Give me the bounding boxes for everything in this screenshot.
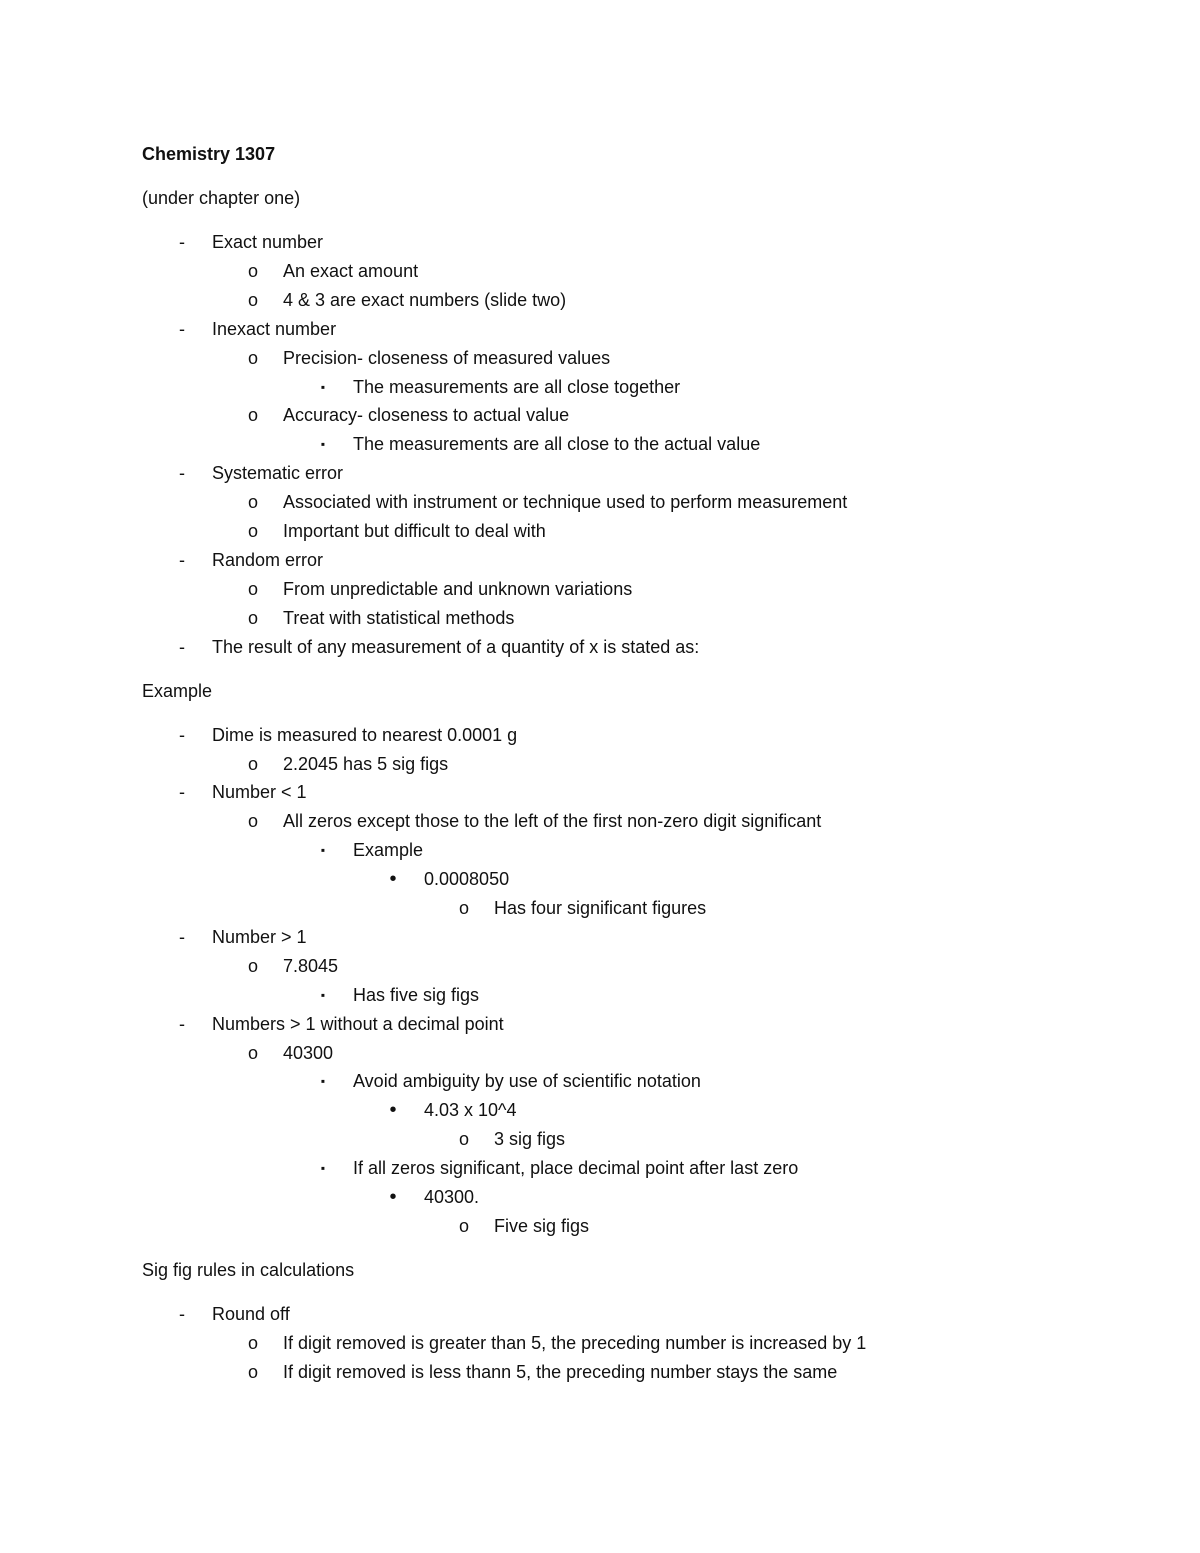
line-text: The measurements are all close to the actual value: [353, 434, 761, 455]
outline-item-level-2: [0, 346, 1200, 370]
outline-item-level-1: [0, 780, 1200, 804]
outline-item-level-1: [0, 723, 1200, 747]
dash-bullet-icon: -: [179, 1013, 185, 1034]
outline-item-level-4: [0, 1185, 1200, 1209]
outline-item-level-1: [0, 925, 1200, 949]
line-text: The measurements are all close together: [353, 376, 681, 397]
document-subtitle: [0, 186, 1200, 210]
outline-item-level-2: [0, 752, 1200, 776]
line-text: Treat with statistical methods: [283, 607, 515, 628]
section-heading: [0, 679, 1200, 703]
dash-bullet-icon: -: [179, 318, 185, 339]
line-text: 3 sig figs: [494, 1129, 566, 1150]
circle-bullet-icon: o: [247, 1042, 258, 1063]
line-text: Round off: [212, 1303, 290, 1324]
outline-item-level-2: [0, 606, 1200, 630]
outline-item-level-3: [0, 1156, 1200, 1180]
dash-bullet-icon: -: [179, 636, 185, 657]
circle-bullet-icon: o: [247, 607, 258, 628]
dash-bullet-icon: -: [179, 549, 185, 570]
line-text: Exact number: [212, 232, 324, 252]
outline-item-level-5: [0, 1127, 1200, 1151]
dash-bullet-icon: -: [179, 1303, 185, 1324]
dash-bullet-icon: -: [179, 782, 185, 803]
line-text: Number < 1: [212, 782, 307, 803]
line-text: If digit removed is greater than 5, the preceding number is increased by 1: [283, 1332, 867, 1353]
circle-bullet-icon: o: [458, 898, 469, 918]
line-text: All zeros except those to the left of the first non-zero digit significant: [283, 811, 822, 832]
line-text: Has four significant figures: [494, 898, 707, 918]
line-text: 2.2045 has 5 sig figs: [283, 753, 449, 774]
line-text: If digit removed is less thann 5, the preceding number stays the same: [283, 1361, 838, 1382]
outline-item-level-1: [0, 635, 1200, 659]
line-text: Sig fig rules in calculations: [142, 1259, 355, 1280]
line-text: Dime is measured to nearest 0.0001 g: [212, 724, 518, 745]
outline-item-level-1: [0, 230, 1200, 254]
outline-item-level-5: [0, 896, 1200, 920]
line-text: 40300.: [424, 1187, 480, 1207]
circle-bullet-icon: o: [458, 1129, 469, 1150]
dash-bullet-icon: -: [179, 463, 185, 484]
circle-bullet-icon: o: [247, 405, 258, 426]
outline-item-level-1: [0, 1302, 1200, 1326]
outline-item-level-4: [0, 1098, 1200, 1122]
line-text: Example: [142, 680, 213, 701]
circle-bullet-icon: o: [247, 289, 258, 310]
outline-item-level-1: [0, 461, 1200, 485]
line-text: Inexact number: [212, 318, 337, 339]
circle-bullet-icon: o: [247, 1361, 258, 1382]
line-text: An exact amount: [283, 260, 419, 281]
outline-item-level-2: [0, 809, 1200, 833]
line-text: The result of any measurement of a quantity of x is stated as:: [212, 636, 700, 657]
square-bullet-icon: ▪: [320, 1074, 326, 1089]
square-bullet-icon: ▪: [320, 843, 326, 858]
outline-item-level-2: [0, 490, 1200, 514]
line-text: Systematic error: [212, 463, 344, 484]
dash-bullet-icon: -: [179, 926, 185, 947]
line-text: Associated with instrument or technique used to perform measurement: [283, 492, 848, 513]
line-text: Precision- closeness of measured values: [283, 347, 611, 368]
dash-bullet-icon: -: [179, 724, 185, 745]
circle-bullet-icon: o: [247, 260, 258, 281]
line-text: 0.0008050: [424, 869, 510, 890]
outline-item-level-2: [0, 259, 1200, 283]
line-text: Numbers > 1 without a decimal point: [212, 1013, 504, 1034]
dot-bullet-icon: •: [389, 1099, 397, 1122]
circle-bullet-icon: o: [247, 347, 258, 368]
line-text: (under chapter one): [142, 188, 301, 208]
outline-item-level-1: [0, 1012, 1200, 1036]
outline-item-level-1: [0, 548, 1200, 572]
outline-item-level-2: [0, 1331, 1200, 1355]
line-text: Chemistry 1307: [142, 144, 276, 164]
line-text: Example: [353, 840, 424, 861]
document-title: [0, 142, 1200, 166]
square-bullet-icon: ▪: [320, 379, 326, 394]
square-bullet-icon: ▪: [320, 987, 326, 1002]
line-text: Avoid ambiguity by use of scientific notation: [353, 1071, 701, 1092]
outline-item-level-2: [0, 403, 1200, 427]
line-text: Important but difficult to deal with: [283, 521, 546, 541]
circle-bullet-icon: o: [458, 1215, 469, 1236]
outline-item-level-5: [0, 1214, 1200, 1238]
circle-bullet-icon: o: [247, 578, 258, 599]
line-text: From unpredictable and unknown variations: [283, 578, 633, 599]
outline-item-level-3: [0, 838, 1200, 862]
section-heading: [0, 1258, 1200, 1282]
line-text: Accuracy- closeness to actual value: [283, 405, 570, 426]
outline-item-level-3: [0, 375, 1200, 399]
circle-bullet-icon: o: [247, 753, 258, 774]
circle-bullet-icon: o: [247, 1332, 258, 1353]
square-bullet-icon: ▪: [320, 437, 326, 452]
outline-item-level-2: [0, 1041, 1200, 1065]
line-text: If all zeros significant, place decimal point after last zero: [353, 1158, 799, 1179]
line-text: 4.03 x 10^4: [424, 1100, 517, 1121]
outline-item-level-2: [0, 954, 1200, 978]
outline-item-level-2: [0, 288, 1200, 312]
line-text: Random error: [212, 549, 324, 570]
circle-bullet-icon: o: [247, 811, 258, 832]
outline-item-level-1: [0, 317, 1200, 341]
line-text: 40300: [283, 1042, 334, 1063]
dot-bullet-icon: •: [389, 868, 397, 891]
line-text: 7.8045: [283, 955, 339, 976]
circle-bullet-icon: o: [247, 492, 258, 513]
outline-item-level-3: [0, 983, 1200, 1007]
square-bullet-icon: ▪: [320, 1161, 326, 1176]
line-text: 4 & 3 are exact numbers (slide two): [283, 289, 567, 310]
line-text: Has five sig figs: [353, 984, 480, 1005]
line-text: Five sig figs: [494, 1215, 590, 1236]
outline-item-level-3: [0, 1069, 1200, 1093]
dash-bullet-icon: -: [179, 232, 185, 252]
outline-item-level-2: [0, 1360, 1200, 1384]
dot-bullet-icon: •: [389, 1186, 397, 1208]
outline-item-level-2: [0, 519, 1200, 543]
circle-bullet-icon: o: [247, 521, 258, 541]
outline-item-level-3: [0, 432, 1200, 456]
outline-item-level-4: [0, 867, 1200, 891]
outline-item-level-2: [0, 577, 1200, 601]
line-text: Number > 1: [212, 926, 307, 947]
circle-bullet-icon: o: [247, 955, 258, 976]
